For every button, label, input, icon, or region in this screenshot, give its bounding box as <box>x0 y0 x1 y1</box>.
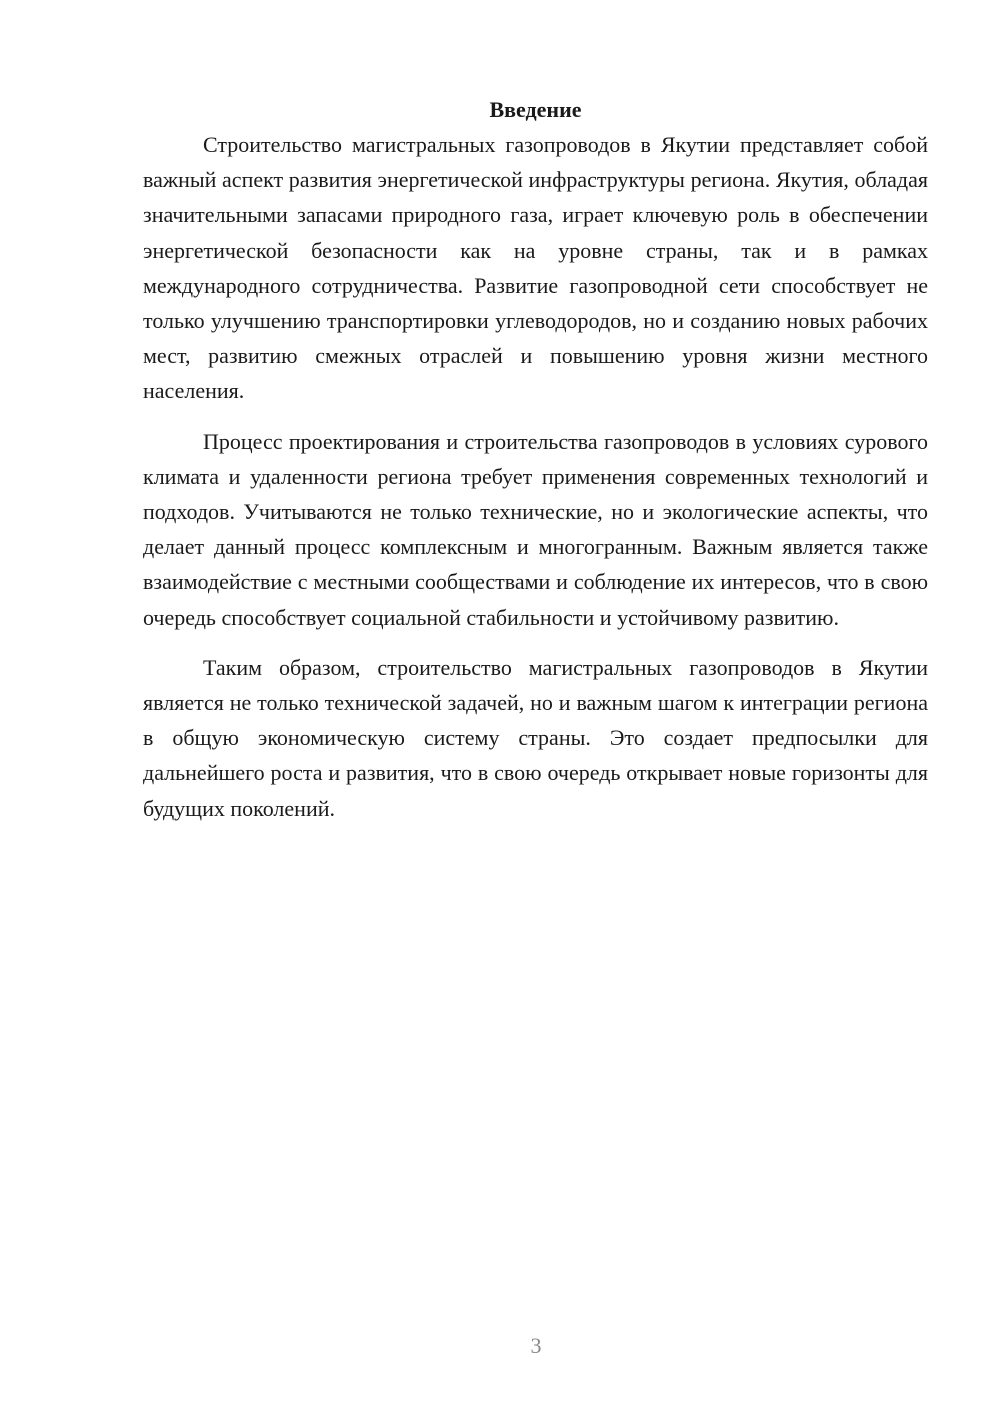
document-body <box>143 92 928 826</box>
paragraph-2: Процесс проектирования и строительства газопроводов в условиях сурового климата и удаленности региона требует применения современных технологий и подходов. Учитываются не только технические, но и экологические аспекты, что делает данный процесс комплексным и многогранным. Важным является также взаимодействие с местными сообществами и соблюдение их интересов, что в свою очередь способствует социальной стабильности и устойчивому развитию. <box>143 428 928 630</box>
paragraph-1: Строительство магистральных газопроводов в Якутии представляет собой важный аспект развития энергетической инфраструктуры региона. Якутия, обладая значительными запасами природного газа, играет ключевую роль в обеспечении энергетической безопасности как на уровне страны, так и в рамках международного сотрудничества. Развитие газопроводной сети способствует не только улучшению транспортировки углеводородов, но и созданию новых рабочих мест, развитию смежных отраслей и повышению уровня жизни местного населения. <box>143 132 928 404</box>
section-title: Введение <box>489 97 582 122</box>
page-number: 3 <box>530 1333 542 1358</box>
paragraph-3: Таким образом, строительство магистральных газопроводов в Якутии является не только технической задачей, но и важным шагом к интеграции региона в общую экономическую систему страны. Это создает предпосылки для дальнейшего роста и развития, что в свою очередь открывает новые горизонты для будущих поколений. <box>143 654 928 821</box>
